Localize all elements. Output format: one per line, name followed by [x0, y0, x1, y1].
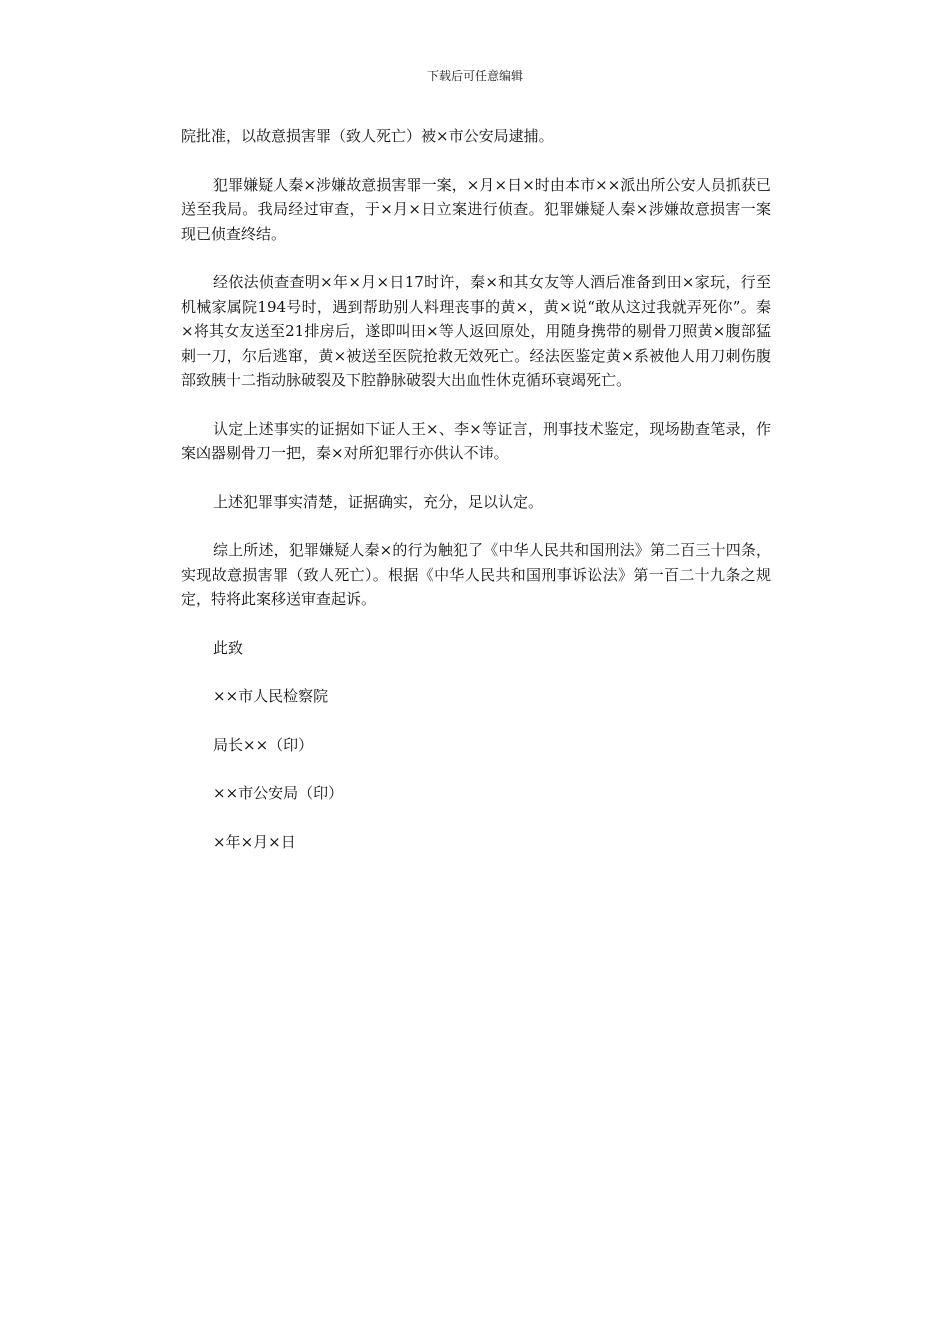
- signatory-bureau: ××市公安局（印）: [213, 784, 344, 802]
- paragraph-evidence: 认定上述事实的证据如下证人王×、李×等证言，刑事技术鉴定，现场勘查笔录，作案凶器剔骨刀一把，秦×对所犯罪行亦供认不讳。: [181, 419, 771, 462]
- paragraph-facts-confirmed: 上述犯罪事实清楚，证据确实，充分，足以认定。: [213, 492, 544, 511]
- recipient: ××市人民检察院: [213, 687, 329, 705]
- signatory-director: 局长××（印）: [213, 735, 314, 754]
- header-note: 下载后可任意编辑: [426, 69, 523, 83]
- document-body: [181, 124, 771, 878]
- paragraph-investigation-facts: 经依法侦查查明×年×月×日17时许，秦×和其女友等人酒后准备到田×家玩，行至机械家属院194号时，遇到帮助别人料理丧事的黄×，黄×说“敢从这过我就弄死你”。秦×将其女友送至21排房后，遂即叫田×等人返回原处，用随身携带的剔骨刀照黄×腹部猛刺一刀，尔后逃窜，黄×被送至医院抢救无效死亡。经法医鉴定黄×系被他人用刀刺伤腹部致胰十二指动脉破裂及下腔静脉破裂大出血性休克循环衰竭死亡。: [181, 273, 771, 389]
- document-date: ×年×月×日: [213, 832, 296, 851]
- paragraph-conclusion: 综上所述，犯罪嫌疑人秦×的行为触犯了《中华人民共和国刑法》第二百三十四条，实现故意损害罪（致人死亡）。根据《中华人民共和国刑事诉讼法》第一百二十九条之规定，特将此案移送审查起诉。: [181, 541, 771, 608]
- salutation: 此致: [213, 638, 244, 657]
- paragraph-case-intro: 犯罪嫌疑人秦×涉嫌故意损害罪一案，×月×日×时由本市××派出所公安人员抓获已送至我局。我局经过审查，于×月×日立案进行侦查。犯罪嫌疑人秦×涉嫌故意损害一案现已侦查终结。: [181, 175, 771, 243]
- paragraph-continuation: 院批准，以故意损害罪（致人死亡）被×市公安局逮捕。: [181, 127, 554, 145]
